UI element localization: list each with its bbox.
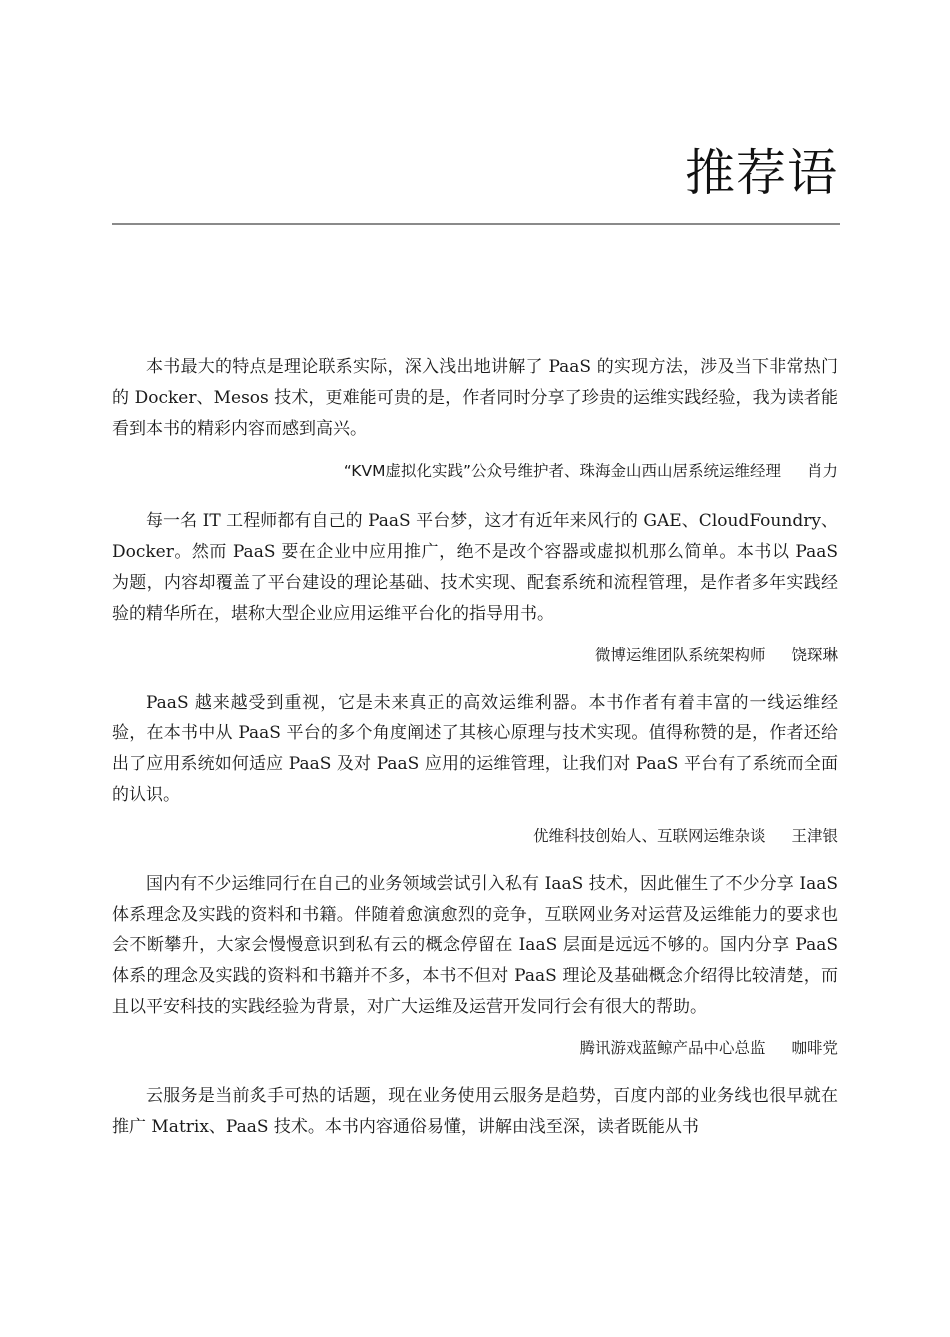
endorser-name-4: 咖啡党: [791, 1038, 838, 1057]
endorsement-text-2: 每一名 IT 工程师都有自己的 PaaS 平台梦，这才有近年来风行的 GAE、CloudFoundry、Docker。然而 PaaS 要在企业中应用推广，绝不是改个容器或虚拟机那么简单。本书以 PaaS 为题，内容却覆盖了平台建设的理论基础、技术实现、配套系统和流程管理，是作者多年实践经验的精华所在，堪称大型企业应用运维平台化的指导用书。: [112, 511, 838, 624]
endorsement-text-4: 国内有不少运维同行在自己的业务领域尝试引入私有 IaaS 技术，因此催生了不少分享 IaaS 体系理念及实践的资料和书籍。伴随着愈演愈烈的竞争，互联网业务对运营及运维能力的要求也会不断攀升，大家会慢慢意识到私有云的概念停留在 IaaS 层面是远远不够的。国内分享 PaaS 体系的理念及实践的资料和书籍并不多，本书不但对 PaaS 理论及基础概念介绍得比较清楚，而且以平安科技的实践经验为背景，对广大运维及运营开发同行会有很大的帮助。: [112, 873, 838, 1017]
title-divider: [112, 223, 840, 225]
endorsement-text-5: 云服务是当前炙手可热的话题，现在业务使用云服务是趋势，百度内部的业务线也很早就在推广 Matrix、PaaS 技术。本书内容通俗易懂，讲解由浅至深，读者既能从书: [112, 1085, 838, 1137]
endorser-affiliation-2: 微博运维团队系统架构师: [594, 645, 766, 664]
endorsement-signature-4: [112, 1033, 838, 1063]
endorsement-signature-1: [112, 456, 838, 486]
endorser-name-2: 饶琛琳: [791, 645, 838, 664]
page-title: 推荐语: [685, 144, 838, 202]
endorsement-list: [112, 352, 838, 1142]
endorser-affiliation-4: 腾讯游戏蓝鲸产品中心总监: [579, 1038, 766, 1057]
endorser-name-1: 肖力: [806, 462, 838, 481]
endorsement-text-1: 本书最大的特点是理论联系实际，深入浅出地讲解了 PaaS 的实现方法，涉及当下非常热门的 Docker、Mesos 技术，更难能可贵的是，作者同时分享了珍贵的运维实践经验，我为读者能看到本书的精彩内容而感到高兴。: [112, 357, 838, 439]
endorsement-signature-2: [112, 640, 838, 670]
endorsement-signature-3: [112, 821, 838, 851]
endorsement-text-3: PaaS 越来越受到重视，它是未来真正的高效运维利器。本书作者有着丰富的一线运维经验，在本书中从 PaaS 平台的多个角度阐述了其核心原理与技术实现。值得称赞的是，作者还给出了应用系统如何适应 PaaS 及对 PaaS 应用的运维管理，让我们对 PaaS 平台有了系统而全面的认识。: [112, 692, 838, 805]
endorser-affiliation-3: 优维科技创始人、互联网运维杂谈: [532, 826, 766, 845]
endorser-name-3: 王津银: [791, 826, 838, 845]
endorser-affiliation-1: “KVM虚拟化实践”公众号维护者、珠海金山西山居系统运维经理: [343, 462, 781, 481]
